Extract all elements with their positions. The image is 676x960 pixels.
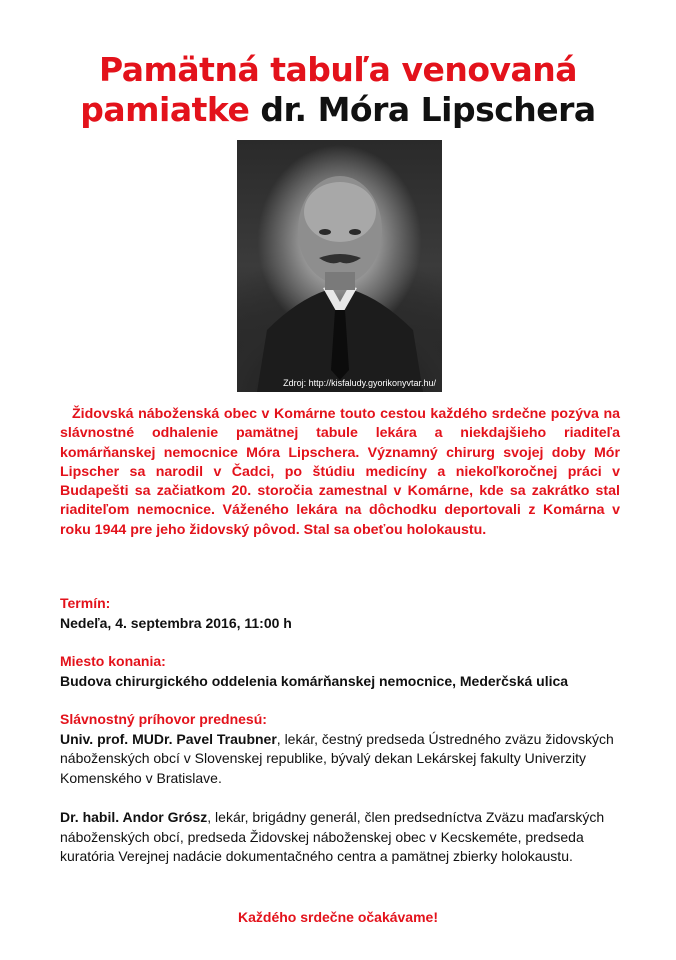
termin-label: Termín:	[60, 595, 111, 611]
section-prihovor	[60, 710, 630, 788]
termin-value: Nedeľa, 4. septembra 2016, 11:00 h	[60, 614, 292, 631]
portrait-forehead	[304, 182, 376, 242]
photo-caption: Zdroj: http://kisfaludy.gyorikonyvtar.hu/	[283, 378, 436, 388]
title-line-1: Pamätná tabuľa venovaná	[98, 50, 578, 89]
prihovor-label: Slávnostný príhovor prednesú:	[60, 711, 267, 727]
speaker-1-desc: , lekár, čestný predseda Ústredného zväzu židovských náboženských obcí v Slovenskej republike, bývalý dekan Lekárskej fakulty Univerzity Komenského v Bratislave.	[60, 730, 614, 786]
section-termin	[60, 594, 630, 633]
portrait-neck	[325, 272, 355, 290]
section-miesto	[60, 652, 630, 691]
speaker-2-desc: , lekár, brigádny generál, člen predsedníctva Zväzu maďarských náboženských obcí, predseda Židovskej náboženskej obec v Kecskeméte, predseda kuratória Verejnej nadácie dokumentačného centra a pamätnej zbierky holokaustu.	[60, 809, 605, 864]
speaker-1	[60, 730, 630, 789]
portrait-illustration	[237, 140, 442, 392]
speaker-2-name: Dr. habil. Andor Grósz	[60, 809, 208, 825]
speaker-1-name: Univ. prof. MUDr. Pavel Traubner	[60, 730, 277, 747]
title-line-2	[0, 90, 676, 130]
title-line-2-red: pamiatke	[80, 90, 250, 129]
section-speaker-2	[60, 808, 630, 867]
speaker-2	[60, 808, 630, 867]
closing-line: Každého srdečne očakávame!	[238, 909, 438, 925]
page-title	[0, 50, 676, 130]
portrait-photo	[237, 140, 442, 392]
portrait-eye-left	[319, 229, 331, 235]
portrait-eye-right	[349, 229, 361, 235]
intro-paragraph: Židovská náboženská obec v Komárne touto cestou každého srdečne pozýva na slávnostné odhalenie pamätnej tabule lekára a niekdajšieho riaditeľa komárňanskej nemocnice Móra Lipschera. Významný chirurg svojej doby Mór Lipscher sa narodil v Čadci, po štúdiu medicíny a niekoľkoročnej práci v Budapešti sa začiatkom 20. storočia zamestnal v Komárne, kde sa zakrátko stal riaditeľom nemocnice. Váženého lekára na dôchodku deportovali z Komárna v roku 1944 pre jeho židovský pôvod. Stal sa obeťou holokaustu.	[60, 406, 620, 538]
title-line-2-black: dr. Móra Lipschera	[260, 90, 596, 129]
miesto-value: Budova chirurgického oddelenia komárňanskej nemocnice, Mederčská ulica	[60, 672, 569, 689]
miesto-label: Miesto konania:	[60, 653, 166, 669]
